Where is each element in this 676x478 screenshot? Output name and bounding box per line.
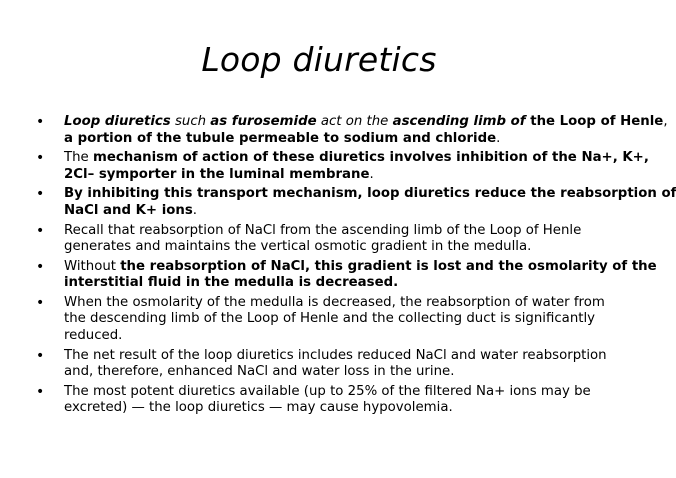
bullet-dot: •: [36, 258, 45, 275]
bullet-line: [64, 239, 606, 256]
bullet-line: [64, 400, 606, 417]
bullet-dot: •: [36, 114, 45, 130]
bullet-text-segment: as furosemide: [210, 114, 317, 129]
bullet-dot: •: [36, 186, 45, 203]
bullet-item: [36, 150, 649, 183]
bullet-line: [64, 167, 606, 184]
bullet-text-segment: Loop diuretics: [64, 114, 171, 129]
bullet-item: [36, 348, 606, 381]
bullet-line: [64, 186, 676, 203]
bullet-line: [64, 114, 668, 131]
bullet-dot: •: [36, 150, 45, 167]
bullet-line: [64, 384, 606, 401]
bullet-line: [64, 364, 606, 381]
bullet-line: [64, 131, 606, 148]
bullet-line: [64, 328, 606, 345]
bullet-text-segment: the descending limb of the Loop of Henle and the collecting duct is significantly: [64, 311, 596, 327]
bullet-text-segment: a portion of the tubule permeable to sodium and chloride: [64, 130, 497, 146]
bullet-text-segment: ascending limb of: [392, 114, 526, 129]
bullet-text-segment: The net result of the loop diuretics includes reduced NaCl and water reabsorption: [64, 347, 607, 363]
bullet-dot: •: [36, 294, 45, 311]
bullet-item: [36, 295, 606, 345]
bullet-line: [64, 311, 606, 328]
bullet-line: [64, 348, 606, 365]
bullet-text-segment: The: [64, 150, 93, 166]
bullet-text-segment: the reabsorption of NaCl, this gradient is lost and the osmolarity of the: [120, 258, 657, 274]
bullet-text-segment: .: [369, 166, 374, 182]
bullet-text-segment: When the osmolarity of the medulla is decreased, the reabsorption of water from: [64, 294, 605, 310]
bullet-line: [64, 150, 649, 167]
bullet-text-segment: Recall that reabsorption of NaCl from the ascending limb of the Loop of Henle: [64, 222, 582, 238]
bullet-list: [36, 114, 676, 420]
bullet-text-segment: the Loop of Henle: [525, 114, 664, 129]
bullet-dot: •: [36, 222, 45, 239]
bullet-text-segment: ,: [663, 114, 668, 129]
bullet-item: [36, 258, 657, 292]
bullet-line: [64, 258, 657, 276]
bullet-text-segment: excreted) — the loop diuretics — may cause hypovolemia.: [64, 400, 453, 416]
bullet-text-segment: reduced.: [64, 327, 123, 343]
bullet-text-segment: 2Cl– symporter in the luminal membrane: [64, 166, 370, 182]
bullet-item: [36, 223, 606, 256]
bullet-text-segment: .: [192, 202, 198, 218]
bullet-line: [64, 295, 606, 312]
bullet-item: [36, 384, 606, 417]
slide-title: Loop diuretics: [201, 40, 437, 79]
bullet-text-segment: such: [170, 114, 211, 129]
bullet-line: [64, 275, 606, 292]
bullet-text-segment: By inhibiting this transport mechanism, loop diuretics reduce the reabsorption of: [64, 186, 676, 202]
bullet-dot: •: [36, 347, 45, 364]
bullet-item: [36, 186, 676, 219]
bullet-text-segment: act on the: [316, 114, 393, 129]
bullet-text-segment: Without: [64, 258, 121, 274]
bullet-text-segment: .: [496, 130, 501, 146]
bullet-line: [64, 223, 606, 240]
bullet-dot: •: [36, 383, 45, 400]
bullet-text-segment: The most potent diuretics available (up to 25% of the filtered Na+ ions may be: [64, 383, 591, 399]
bullet-item: [36, 114, 668, 147]
bullet-text-segment: interstitial fluid in the medulla is decreased.: [64, 275, 399, 291]
bullet-text-segment: NaCl and K+ ions: [64, 202, 193, 218]
bullet-line: [64, 203, 606, 220]
bullet-text-segment: and, therefore, enhanced NaCl and water loss in the urine.: [64, 364, 455, 380]
bullet-text-segment: generates and maintains the vertical osmotic gradient in the medulla.: [64, 239, 532, 255]
bullet-text-segment: mechanism of action of these diuretics involves inhibition of the Na+, K+,: [92, 150, 649, 166]
